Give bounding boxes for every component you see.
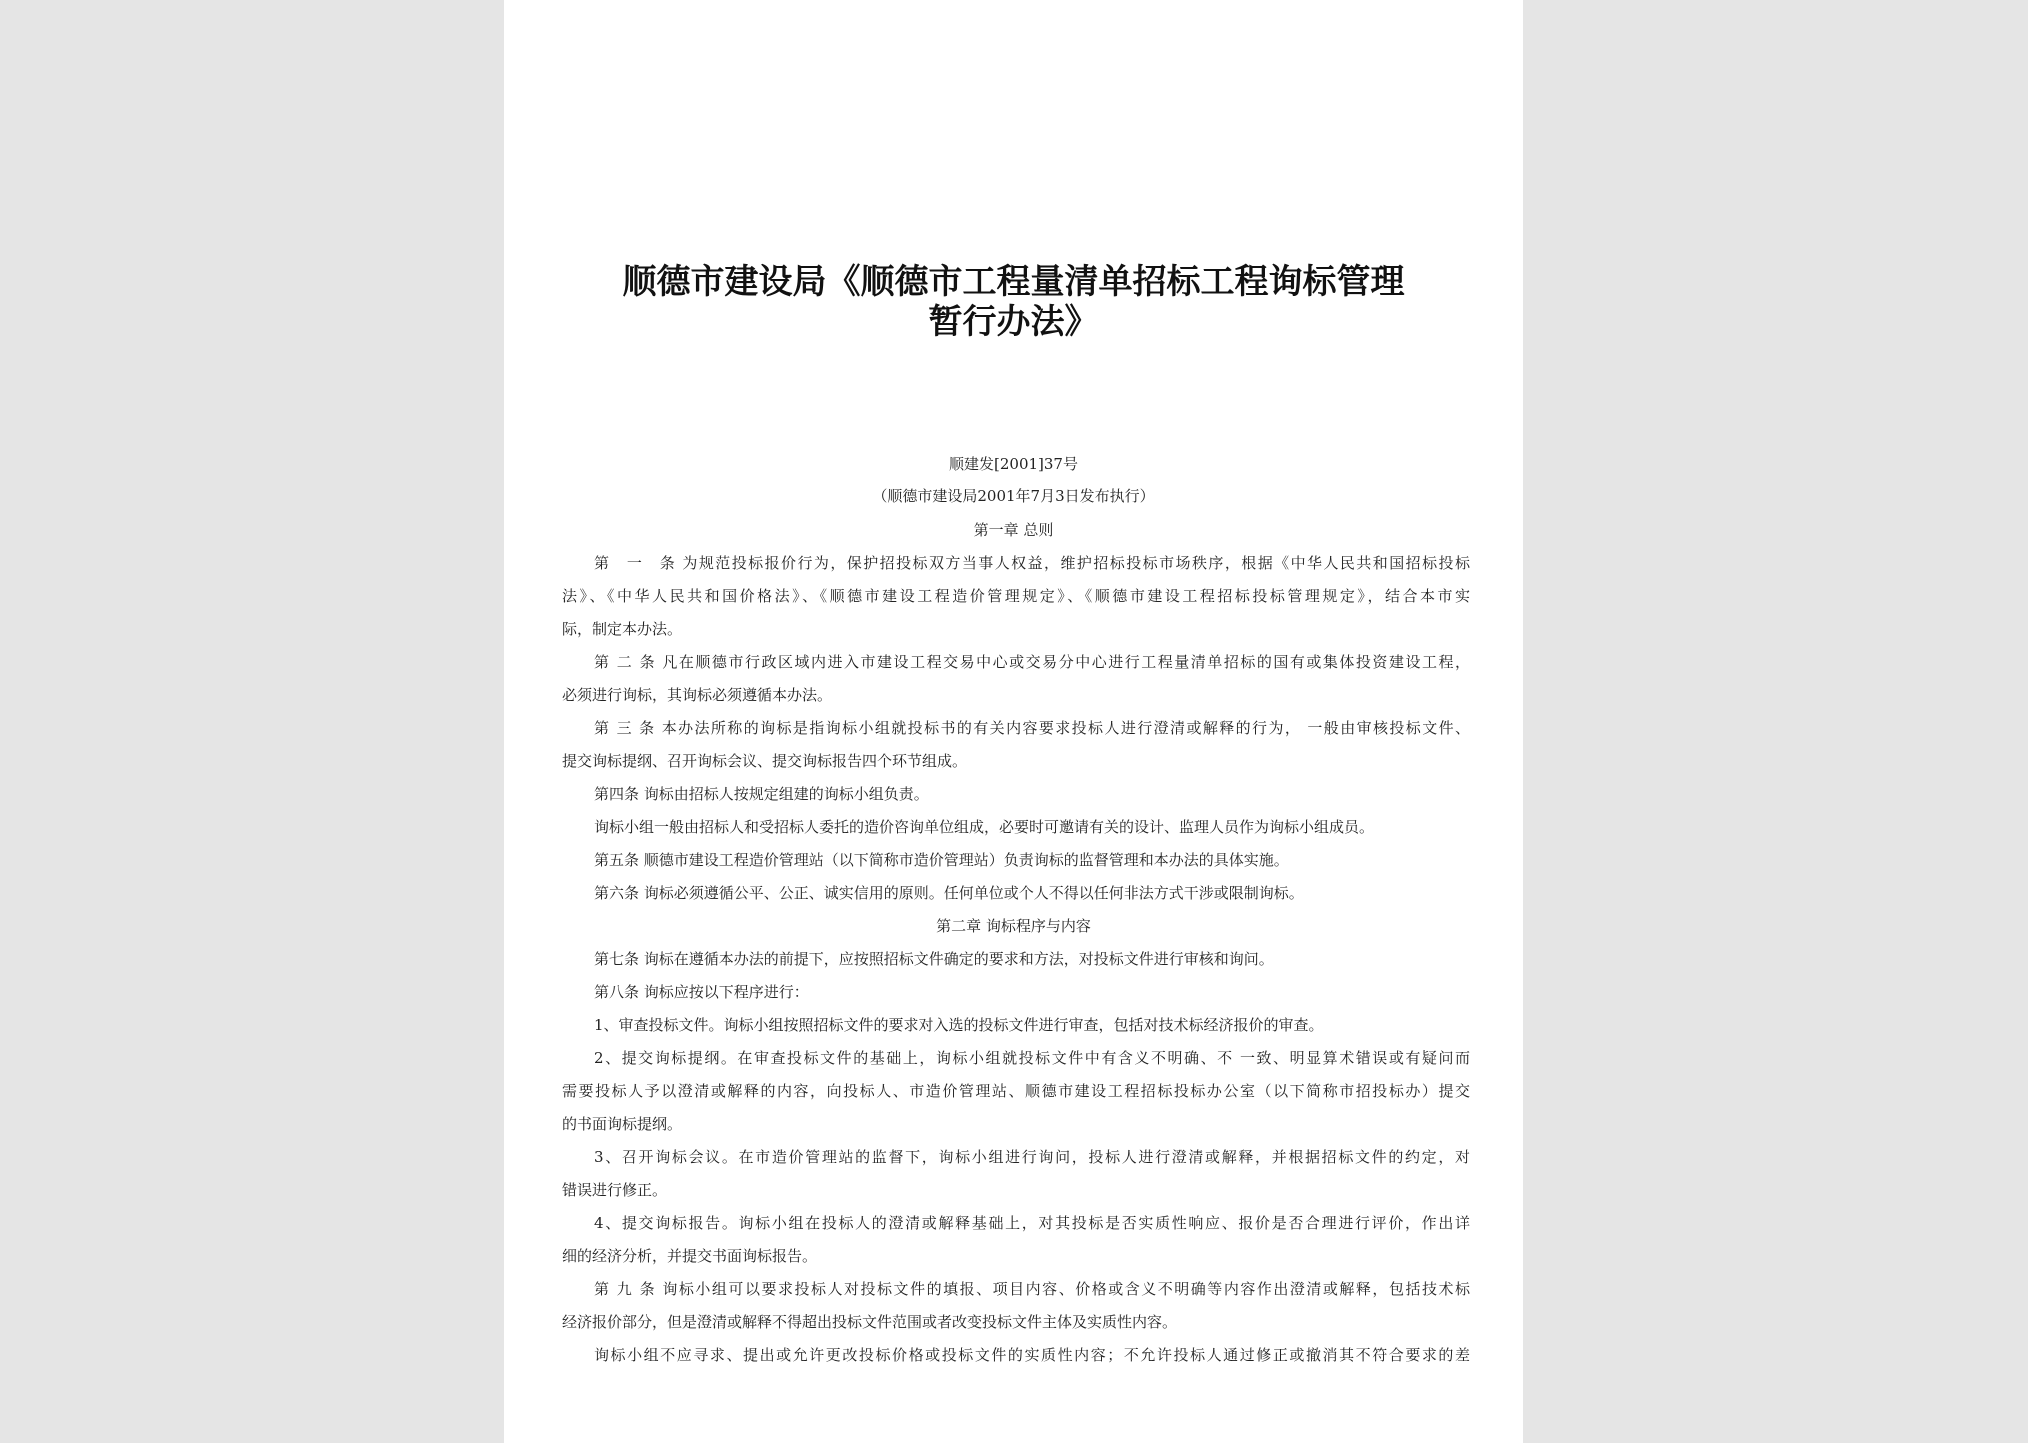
chapter-1-heading: 第一章 总则 — [973, 521, 1054, 539]
body-line: 提交询标提纲、召开询标会议、提交询标报告四个环节组成。 — [562, 752, 968, 770]
body-line: 第 二 条 凡在顺德市行政区域内进入市建设工程交易中心或交易分中心进行工程量清单招标的国有或集体投资建设工程， — [594, 653, 1470, 671]
body-line: 4、提交询标报告。询标小组在投标人的澄清或解释基础上，对其投标是否实质性响应、报价是否合理进行评价，作出详 — [594, 1214, 1470, 1232]
body-line: 第八条 询标应按以下程序进行： — [594, 983, 809, 1001]
body-line: 第 三 条 本办法所称的询标是指询标小组就投标书的有关内容要求投标人进行澄清或解释的行为， 一般由审核投标文件、 — [594, 719, 1470, 737]
document-title — [504, 262, 1523, 342]
body-line: 第 九 条 询标小组可以要求投标人对投标文件的填报、项目内容、价格或含义不明确等内容作出澄清或解释，包括技术标 — [594, 1280, 1470, 1298]
body-line: 1、审查投标文件。询标小组按照招标文件的要求对入选的投标文件进行审查，包括对技术标经济报价的审查。 — [594, 1016, 1324, 1034]
body-line: 经济报价部分，但是澄清或解释不得超出投标文件范围或者改变投标文件主体及实质性内容。 — [562, 1313, 1178, 1331]
chapter-2-heading: 第二章 询标程序与内容 — [936, 917, 1091, 935]
body-line: 际，制定本办法。 — [562, 620, 683, 638]
body-line: 第四条 询标由招标人按规定组建的询标小组负责。 — [594, 785, 929, 803]
document-page — [504, 0, 1523, 1443]
body-line: 第六条 询标必须遵循公平、公正、诚实信用的原则。任何单位或个人不得以任何非法方式干涉或限制询标。 — [594, 884, 1304, 902]
title-line-2: 暂行办法》 — [928, 302, 1099, 342]
body-line: 的书面询标提纲。 — [562, 1115, 683, 1133]
body-line: 必须进行询标，其询标必须遵循本办法。 — [562, 686, 833, 704]
issue-note: （顺德市建设局2001年7月3日发布执行） — [872, 487, 1155, 505]
body-line: 第 一 条 为规范投标报价行为，保护招投标双方当事人权益，维护招标投标市场秩序，根据《中华人民共和国招标投标 — [594, 554, 1470, 572]
body-line: 错误进行修正。 — [562, 1181, 668, 1199]
body-line: 细的经济分析，并提交书面询标报告。 — [562, 1247, 818, 1265]
document-number: 顺建发[2001]37号 — [949, 455, 1078, 473]
body-line: 需要投标人予以澄清或解释的内容，向投标人、市造价管理站、顺德市建设工程招标投标办公室（以下简称市招投标办）提交 — [562, 1082, 1470, 1100]
body-line: 法》、《中华人民共和国价格法》、《顺德市建设工程造价管理规定》、《顺德市建设工程招标投标管理规定》，结合本市实 — [562, 587, 1470, 605]
body-line: 询标小组一般由招标人和受招标人委托的造价咨询单位组成，必要时可邀请有关的设计、监理人员作为询标小组成员。 — [594, 818, 1375, 836]
body-line: 2、提交询标提纲。在审查投标文件的基础上，询标小组就投标文件中有含义不明确、不 一致、明显算术错误或有疑问而 — [594, 1049, 1470, 1067]
body-line: 第五条 顺德市建设工程造价管理站（以下简称市造价管理站）负责询标的监督管理和本办法的具体实施。 — [594, 851, 1289, 869]
body-line: 第七条 询标在遵循本办法的前提下，应按照招标文件确定的要求和方法，对投标文件进行审核和询问。 — [594, 950, 1274, 968]
title-line-1: 顺德市建设局《顺德市工程量清单招标工程询标管理 — [622, 262, 1405, 302]
body-line: 3、召开询标会议。在市造价管理站的监督下，询标小组进行询问，投标人进行澄清或解释，并根据招标文件的约定，对 — [594, 1148, 1470, 1166]
body-line: 询标小组不应寻求、提出或允许更改投标价格或投标文件的实质性内容；不允许投标人通过修正或撤消其不符合要求的差 — [594, 1346, 1470, 1364]
